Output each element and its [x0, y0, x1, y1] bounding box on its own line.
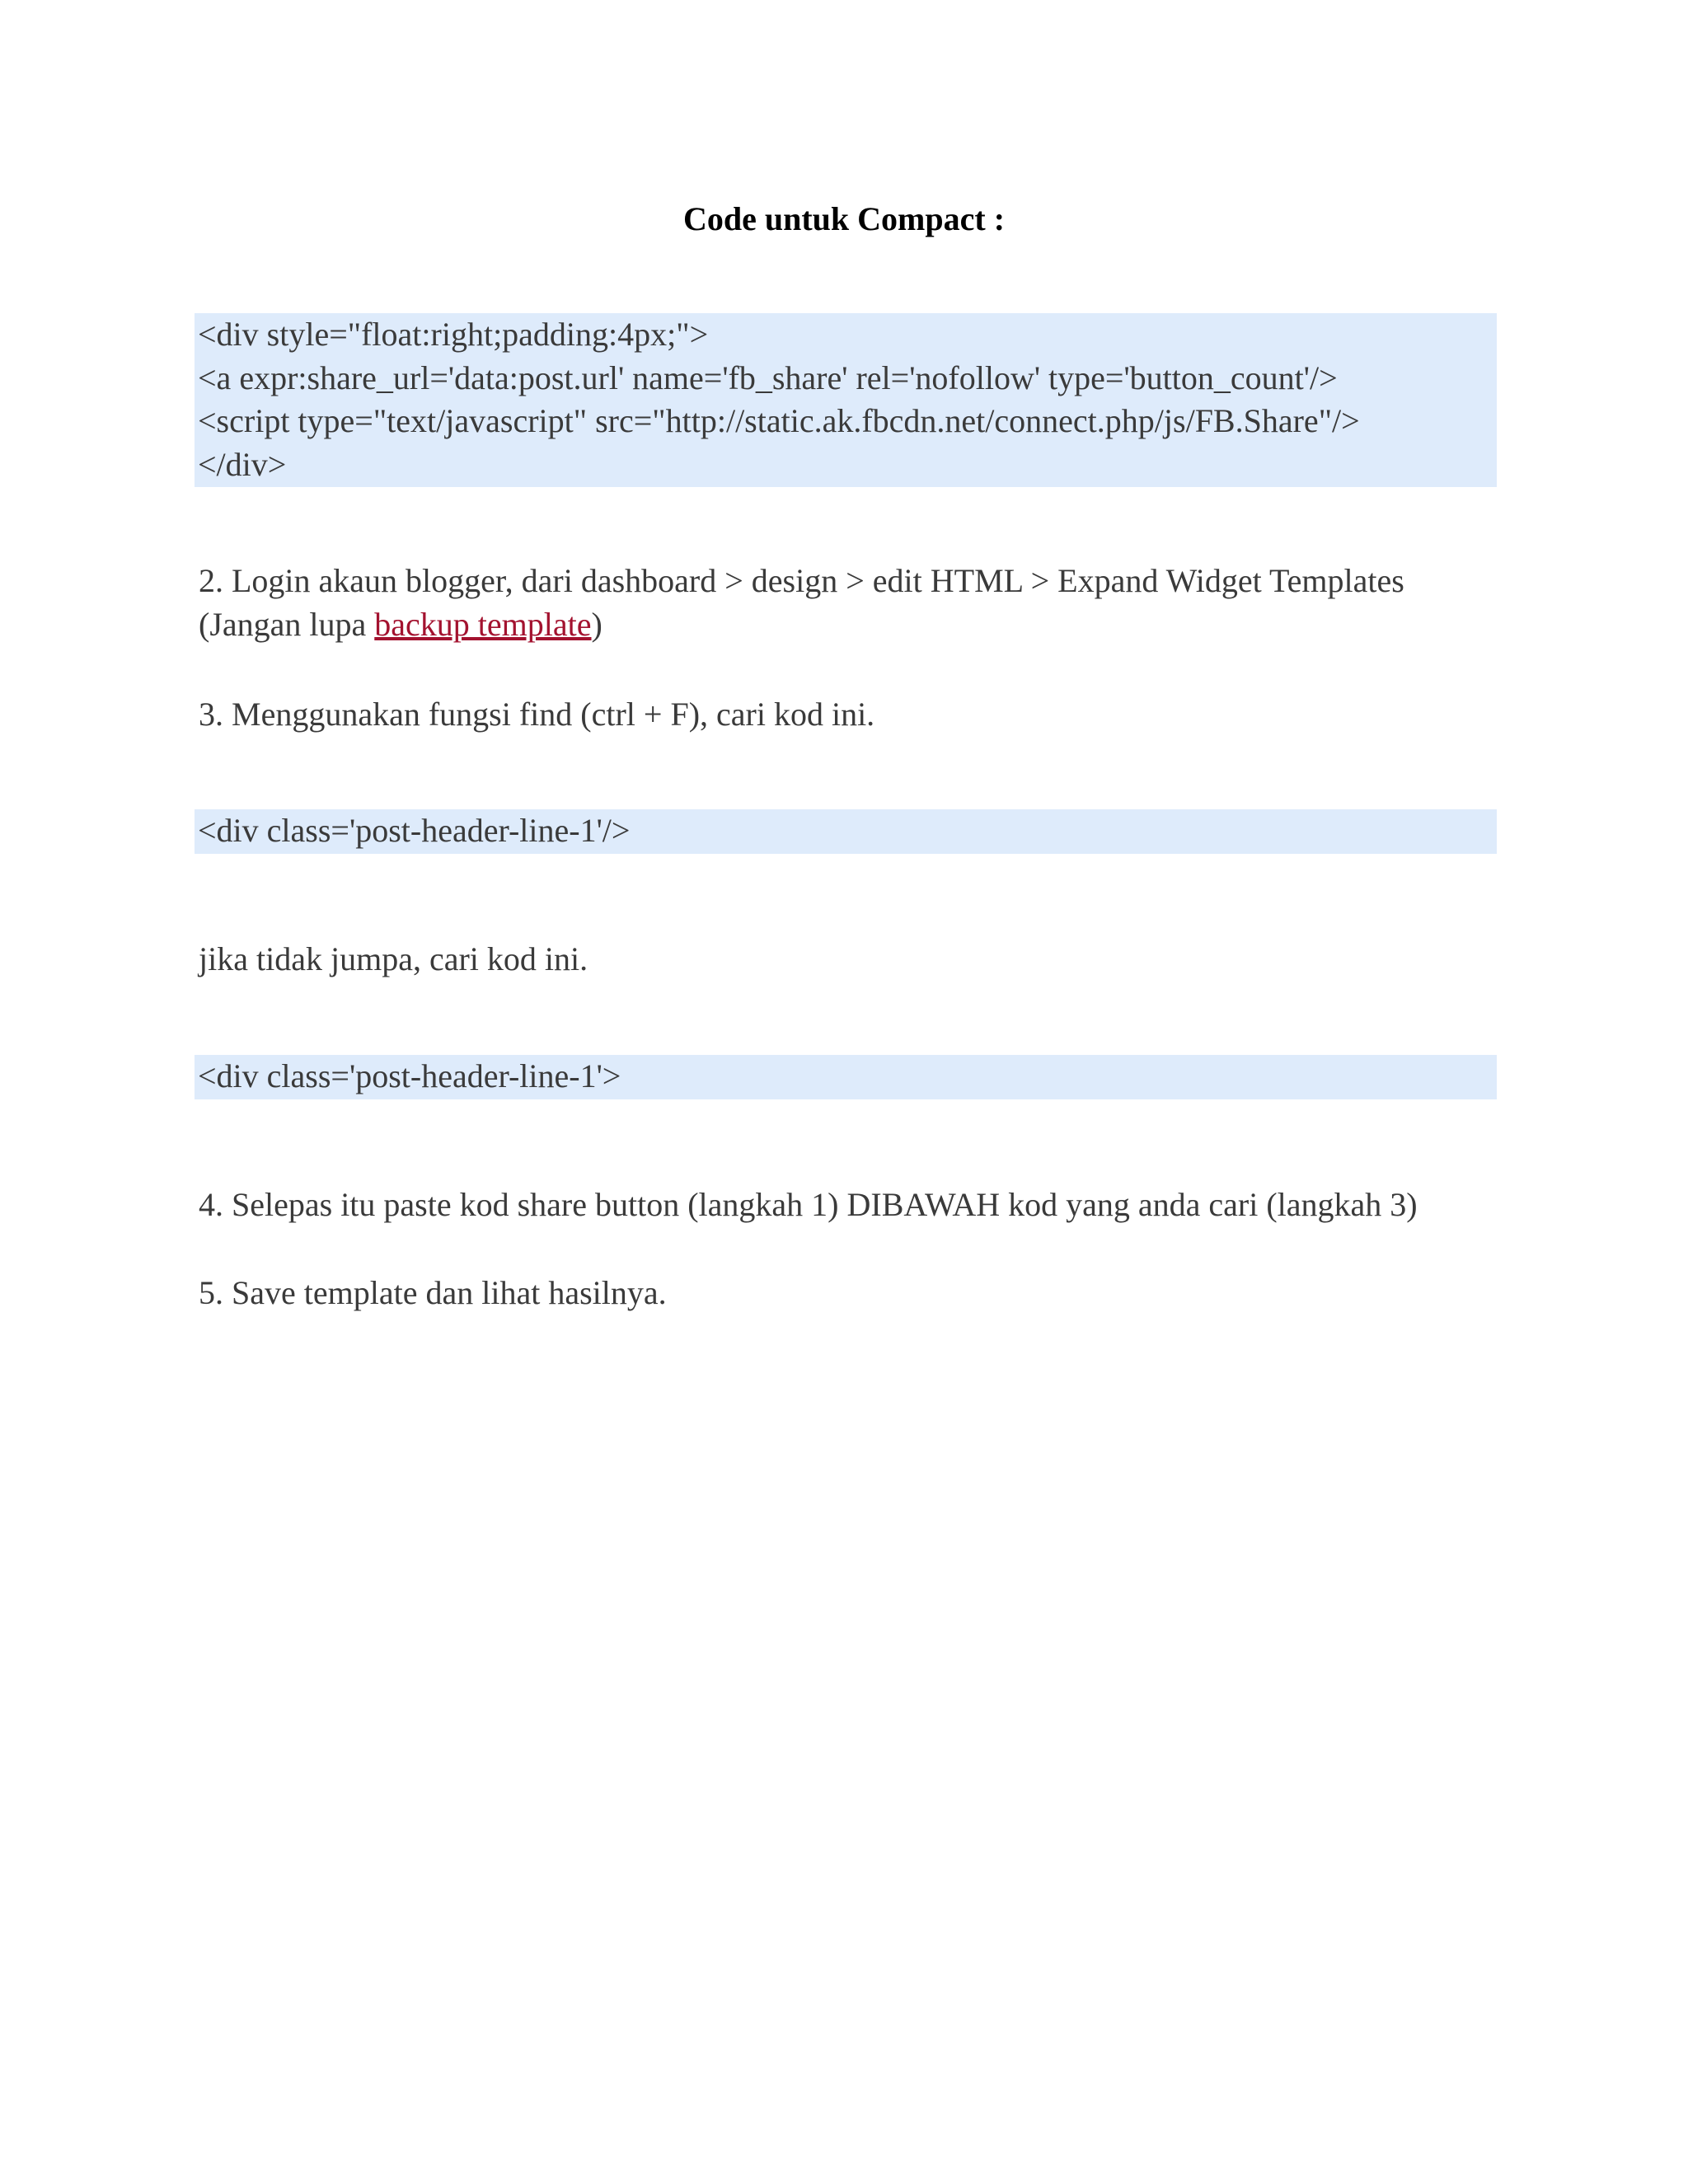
code-line: </div> — [198, 445, 287, 483]
code-line: <div class='post-header-line-1'/> — [198, 812, 631, 849]
step-2-line-1: 2. Login akaun blogger, dari dashboard > design > edit HTML > Expand Widget Templates — [199, 562, 1404, 599]
page-title: Code untuk Compact : — [682, 200, 1006, 237]
code-line: <div style="float:right;padding:4px;"> — [198, 316, 709, 353]
code-block-share-button — [195, 313, 1497, 487]
alternative-paragraph: jika tidak jumpa, cari kod ini. — [199, 940, 588, 977]
step-2-prefix: (Jangan lupa — [199, 606, 375, 643]
code-line: <script type="text/javascript" src="http://static.ak.fbcdn.net/connect.php/js/FB.Share"/> — [198, 402, 1360, 439]
code-block-search-1 — [195, 809, 1497, 854]
code-line: <div class='post-header-line-1'> — [198, 1057, 621, 1094]
step-4-paragraph: 4. Selepas itu paste kod share button (langkah 1) DIBAWAH kod yang anda cari (langkah 3) — [199, 1186, 1418, 1223]
code-block-search-2 — [195, 1055, 1497, 1099]
code-line: <a expr:share_url='data:post.url' name='fb_share' rel='nofollow' type='button_count'/> — [198, 359, 1338, 396]
step-2-suffix: ) — [591, 606, 603, 643]
step-5-paragraph: 5. Save template dan lihat hasilnya. — [199, 1274, 667, 1311]
step-3-paragraph: 3. Menggunakan fungsi find (ctrl + F), cari kod ini. — [199, 696, 875, 733]
step-2-paragraph — [199, 559, 1404, 646]
backup-template-link[interactable]: backup template — [374, 606, 592, 643]
